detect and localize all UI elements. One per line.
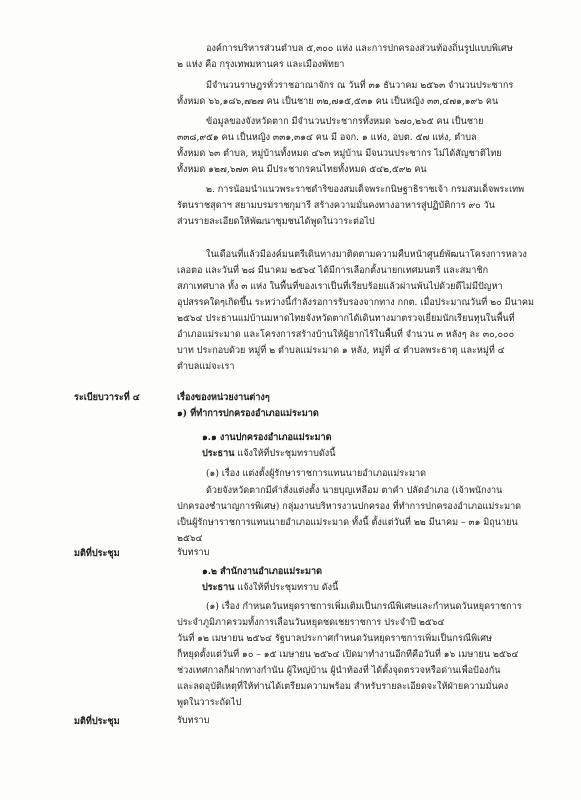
chair-label: ประธาน <box>202 448 235 459</box>
text-line: อุปสรรคใดๆเกิดขึ้น ระหว่างนี้กำลังรอการรับรองจากทาง กกต. เมื่อประมาณวันที่ ๒๐ มีนาคม <box>177 298 535 308</box>
text-line: มีจำนวนราษฎรทั่วราชอาณาจักร ณ วันที่ ๓๑ ธันวาคม ๒๕๖๓ จำนวนประชากร <box>206 81 514 91</box>
subsection-heading: ๑.๒ สำนักงานอำเภอแม่ระมาด <box>202 566 323 577</box>
text-line: (๑) เรื่อง กำหนดวันหยุดราชการเพิ่มเติมเป็นกรณีพิเศษและกำหนดวันหยุดราชการ <box>206 602 522 612</box>
text-line: ทั้งหมด ๖๖,๑๘๖,๗๒๗ คน เป็นชาย ๓๒,๗๑๕,๕๓๑ คน เป็นหญิง ๓๓,๔๗๑,๑๙๖ คน <box>177 97 499 107</box>
subsection-heading: ๑.๑ งานปกครองอำเภอแม่ระมาด <box>202 432 332 443</box>
text-line: ตำบลแม่จะเรา <box>177 362 235 372</box>
text-line: ๒๕๖๔ <box>177 534 203 544</box>
text-line: ในเดือนที่แล้วมีองค์มนตรีเดินทางมาติดตามความคืบหน้าศูนย์พัฒนาโครงการหลวง <box>206 250 527 260</box>
section-heading: ๑) ที่ทำการปกครองอำเภอแม่ระมาด <box>177 408 319 419</box>
text-line: ก็หยุดตั้งแต่วันที่ ๑๐ – ๑๕ เมษายน ๒๕๖๔ เปิดมาทำงานอีกทีคือวันที่ ๑๖ เมษายน ๒๕๖๔ <box>177 650 519 660</box>
chair-label: ประธาน <box>202 582 235 593</box>
subject-line: (๑) เรื่อง แต่งตั้งผู้รักษาราชการแทนนายอำเภอแม่ระมาด <box>206 469 427 479</box>
text-line: สภาเทศบาล ทั้ง ๓ แห่ง ในพื้นที่ของเราเป็นที่เรียบร้อยแล้วผ่านพ้นไปด้วยดีไม่มีปัญหา <box>177 282 503 292</box>
text-line: ๒๕๖๔ ประธานแม่บ้านมหาดไทยจังหวัดตากได้เดินทางมาตรวจเยี่ยมนักเรียนทุนในพื้นที่ <box>177 314 515 324</box>
resolution-label: มติที่ประชุม <box>74 716 120 727</box>
text-line: บาท ประกอบด้วย หมู่ที่ ๒ ตำบลแม่ระมาด ๑ หลัง, หมู่ที่ ๔ ตำบลพระธาตุ และหมู่ที่ ๔ <box>177 346 505 356</box>
chair-statement <box>202 448 335 460</box>
chair-text: แจ้งให้ที่ประชุมทราบ ดังนี้ <box>237 583 339 593</box>
text-line: ปกครองชำนาญการพิเศษ) กลุ่มงานบริหารงานปกครอง ที่ทำการปกครองอำเภอแม่ระมาด <box>177 502 522 512</box>
text-line: ๒. การน้อมนำแนวพระราชดำริของสมเด็จพระกนิษฐาธิราชเจ้า กรมสมเด็จพระเทพ <box>206 185 525 195</box>
text-line: อำเภอแม่ระมาด และโครงการสร้างบ้านให้ผู้ยากไร้ในพื้นที่ จำนวน ๓ หลังๆ ละ ๓๐,๐๐๐ <box>177 330 515 340</box>
resolution-text: รับทราบ <box>177 548 210 558</box>
text-line: ช่วงเทศกาลก็ฝากทางกำนัน ผู้ใหญ่บ้าน ผู้นำท้องที่ ได้ตั้งจุดตรวจหรือด่านเพื่อป้องกัน <box>177 666 501 676</box>
text-line: องค์การบริหารส่วนตำบล ๕,๓๐๐ แห่ง และการปกครองส่วนท้องถิ่นรูปแบบพิเศษ <box>206 44 513 54</box>
text-line: ด้วยจังหวัดตากมีคำสั่งแต่งตั้ง นายบุญเหลือม ตาคำ ปลัดอำเภอ (เจ้าพนักงาน <box>206 486 503 496</box>
chair-statement <box>202 582 338 594</box>
resolution-label: มติที่ประชุม <box>74 548 120 559</box>
text-line: เป็นผู้รักษาราชการแทนนายอำเภอแม่ระมาด ทั้งนี้ ตั้งแต่วันที่ ๒๒ มีนาคม – ๓๑ มิถุนายน <box>177 518 518 528</box>
text-line: พูดในวาระถัดไป <box>177 698 242 708</box>
chair-text: แจ้งให้ที่ประชุมทราบดังนี้ <box>237 449 336 459</box>
resolution-text: รับทราบ <box>177 716 210 726</box>
text-line: ข้อมูลของจังหวัดตาก มีจำนวนประชากรทั้งหมด ๖๗๐,๒๖๕ คน เป็นชาย <box>206 117 484 127</box>
agenda-label: ระเบียบวาระที่ ๔ <box>74 392 140 403</box>
text-line: ทั้งหมด ๑๒๗,๖๗๓ คน มีประชากรคนไทยทั้งหมด ๕๔๒,๕๙๒ คน <box>177 165 427 175</box>
text-line: ประจำภูมิภาครวมทั้งการเลื่อนวันหยุดชดเชยราชการ ประจำปี ๒๕๖๔ <box>177 618 445 628</box>
text-line: เลอตอ และวันที่ ๒๘ มีนาคม ๒๕๖๔ ได้มีการเลือกตั้งนายกเทศมนตรี และสมาชิก <box>177 266 489 276</box>
text-line: ๒ แห่ง คือ กรุงเทพมหานคร และเมืองพัทยา <box>177 60 345 70</box>
text-line: ๓๓๘,๙๕๑ คน เป็นหญิง ๓๓๑,๓๑๔ คน มี อจก. ๑ แห่ง, อบต. ๕๗ แห่ง, ตำบล <box>177 133 477 143</box>
text-line: วันที่ ๑๒ เมษายน ๒๕๖๔ รัฐบาลประกาศกำหนดวันหยุดราชการเพิ่มเป็นกรณีพิเศษ <box>177 634 493 644</box>
text-line: ทั้งหมด ๖๓ ตำบล, หมู่บ้านทั้งหมด ๔๖๓ หมู่บ้าน มีจนวนประชากร ไม่ได้สัญชาติไทย <box>177 149 502 159</box>
text-line: รัตนราชสุดาฯ สยามบรมราชกุมารี สร้างความมั่นคงทางอาหารสู่ปฏิบัติการ ๙๐ วัน <box>177 201 495 211</box>
text-line: ส่วนรายละเอียดให้พัฒนาชุมชนได้พูดในวาระต่อไป <box>177 217 375 227</box>
text-line: และลดอุบัติเหตุที่ให้ท่านได้เตรียมความพร้อม สำหรับรายละเอียดจะให้ฝ่ายความมั่นคง <box>177 682 509 692</box>
agenda-title: เรื่องของหน่วยงานต่างๆ <box>177 392 270 403</box>
